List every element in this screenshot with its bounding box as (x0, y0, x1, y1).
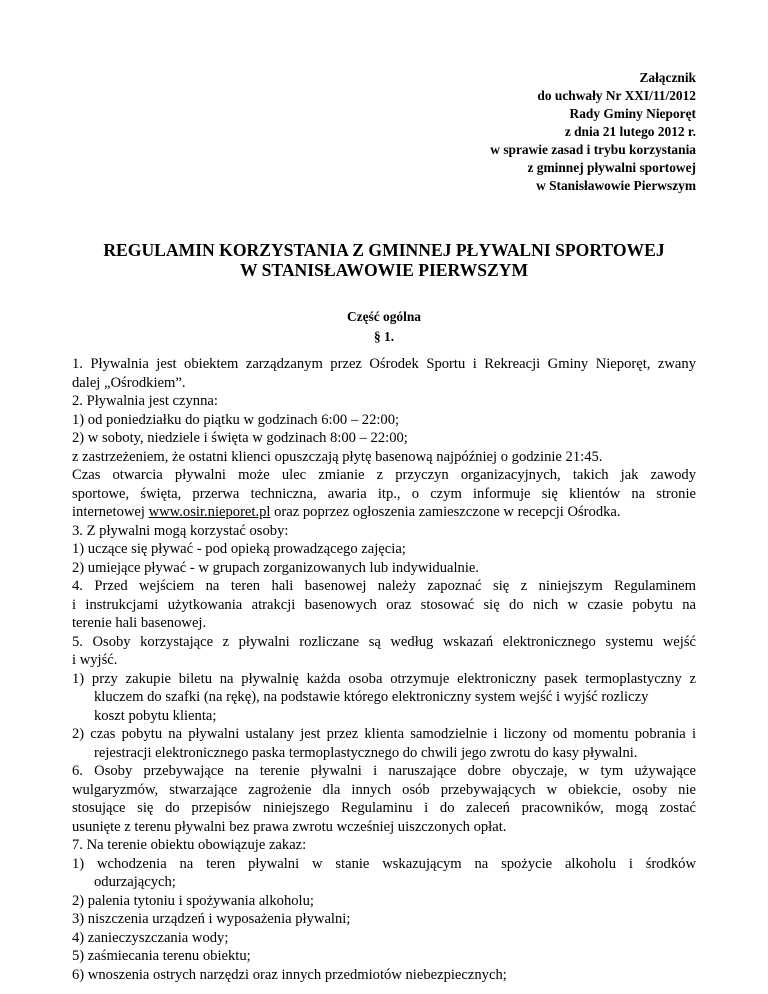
list-item: 3) niszczenia urządzeń i wyposażenia pływalni; (72, 911, 351, 927)
body-text: oraz poprzez ogłoszenia zamieszczone w recepcji Ośrodka. (270, 504, 621, 520)
body-line: wulgaryzmów, stwarzające zagrożenie dla innych osób przebywających w obiekcie, osoby nie (72, 781, 696, 798)
list-item-continuation: odurzających; (94, 874, 176, 890)
body-line: Czas otwarcia pływalni może ulec zmianie z przyczyn organizacyjnych, takich jak zawody (72, 467, 696, 483)
list-item: 2) palenia tytoniu i spożywania alkoholu; (72, 892, 314, 909)
paragraph-sign: § 1. (373, 329, 395, 344)
attachment-line: Rady Gminy Nieporęt (569, 106, 696, 121)
list-item: 6) wnoszenia ostrych narzędzi oraz innych przedmiotów niebezpiecznych; (72, 966, 507, 983)
body-line: sportowe, święta, przerwa techniczna, awaria itp., o czym informuje się klientów na stronie (72, 485, 696, 502)
body-line: 4. Przed wejściem na teren hali basenowej należy zapoznać się z niniejszym Regulaminem (72, 578, 696, 594)
body-line: usunięte z terenu pływalni bez prawa zwrotu wcześniej uiszczonych opłat. (72, 818, 507, 835)
attachment-header (490, 69, 696, 195)
list-item: 2) w soboty, niedziele i święta w godzinach 8:00 – 22:00; (72, 430, 408, 446)
list-item-continuation: rejestracji elektronicznego paska termoplastycznego do chwili jego zwrotu do kasy pływalni. (94, 744, 638, 761)
body-line: 2. Pływalnia jest czynna: (72, 393, 218, 409)
section-heading: Część ogólna (346, 309, 421, 324)
body-line: terenie hali basenowej. (72, 615, 207, 631)
body-line: z zastrzeżeniem, że ostatni klienci opuszczają płytę basenową najpóźniej o godzinie 21:45. (72, 448, 603, 465)
attachment-line: w Stanisławowie Pierwszym (536, 178, 696, 193)
list-item-continuation: koszt pobytu klienta; (94, 707, 217, 724)
list-item: 1) wchodzenia na teren pływalni w stanie wskazującym na spożycie alkoholu i środków (72, 855, 696, 872)
website-link[interactable]: www.osir.nieporet.pl (148, 504, 271, 520)
attachment-line: do uchwały Nr XXI/11/2012 (537, 88, 696, 103)
body-line: i wyjść. (72, 652, 118, 668)
attachment-line: z gminnej pływalni sportowej (527, 160, 696, 175)
body-line: dalej „Ośrodkiem”. (72, 374, 186, 391)
list-item: 1) przy zakupie biletu na pływalnię każda osoba otrzymuje elektroniczny pasek termoplastyczny z (72, 670, 696, 687)
list-item: 4) zanieczyszczania wody; (72, 929, 229, 946)
list-item: 2) czas pobytu na pływalni ustalany jest przez klienta samodzielnie i liczony od momentu pobrania i (72, 726, 696, 742)
body-line: 5. Osoby korzystające z pływalni rozliczane są według wskazań elektronicznego systemu wejść (72, 633, 696, 650)
list-item: 1) uczące się pływać - pod opieką prowadzącego zajęcia; (72, 541, 406, 557)
attachment-line: w sprawie zasad i trybu korzystania (490, 142, 696, 157)
body-line: 6. Osoby przebywające na terenie pływalni i naruszające dobre obyczaje, w tym używające (72, 763, 696, 779)
list-item-continuation: kluczem do szafki (na rękę), na podstawie którego elektroniczny system wejść i wyjść rozliczy (94, 689, 649, 705)
body-line: 1. Pływalnia jest obiektem zarządzanym przez Ośrodek Sportu i Rekreacji Gminy Nieporęt, zwany (72, 356, 696, 372)
attachment-line: Załącznik (639, 70, 696, 85)
body-line (72, 503, 696, 522)
document-body (72, 355, 696, 984)
list-item: 1) od poniedziałku do piątku w godzinach 6:00 – 22:00; (72, 411, 400, 428)
document-title (0, 240, 768, 280)
body-line: i instrukcjami użytkowania atrakcji basenowych oraz stosować się do nich w czasie pobytu na (72, 596, 696, 613)
list-item: 2) umiejące pływać - w grupach zorganizowanych lub indywidualnie. (72, 559, 480, 576)
body-text: internetowej (72, 504, 149, 520)
title-line-1: REGULAMIN KORZYSTANIA Z GMINNEJ PŁYWALNI SPORTOWEJ (103, 240, 665, 260)
body-line: 3. Z pływalni mogą korzystać osoby: (72, 522, 289, 539)
body-line: stosujące się do przepisów niniejszego Regulaminu i do zaleceń pracowników, mogą zostać (72, 800, 696, 816)
title-line-2: W STANISŁAWOWIE PIERWSZYM (239, 260, 529, 280)
attachment-line: z dnia 21 lutego 2012 r. (564, 124, 696, 139)
list-item: 5) zaśmiecania terenu obiektu; (72, 948, 251, 964)
body-line: 7. Na terenie obiektu obowiązuje zakaz: (72, 837, 307, 853)
